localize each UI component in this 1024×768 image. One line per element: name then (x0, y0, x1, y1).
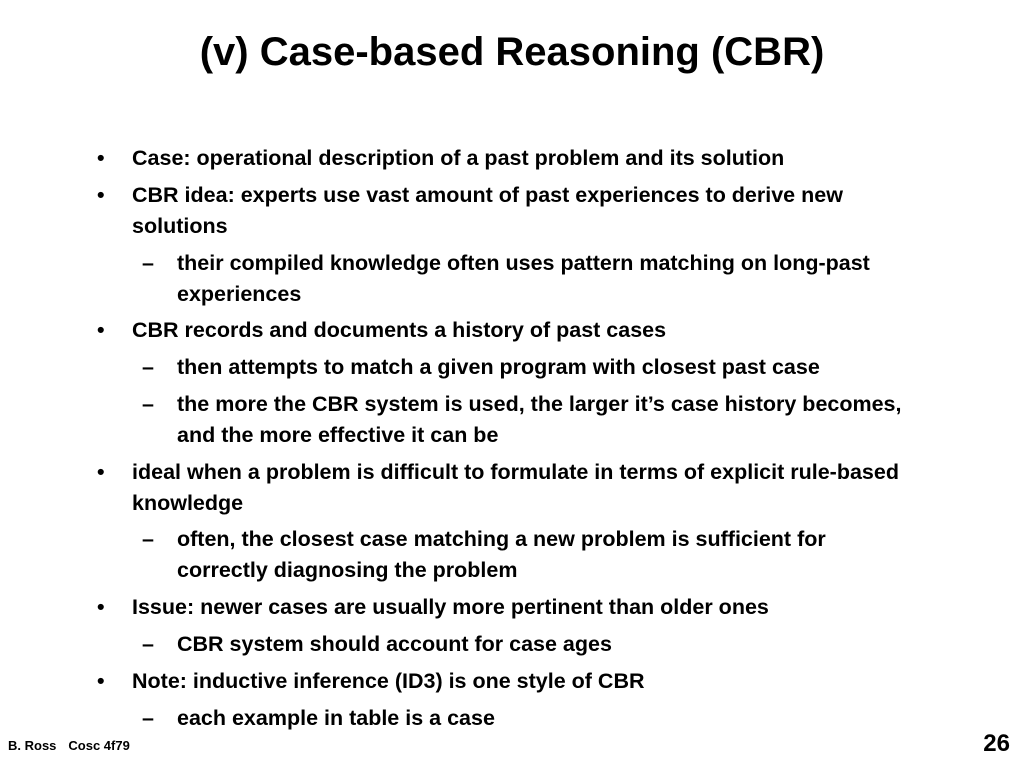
dash-marker: – (142, 392, 154, 416)
bullet-item (97, 315, 932, 346)
sub-bullet-item (142, 389, 922, 451)
bullet-text: the more the CBR system is used, the larger it’s case history becomes, and the more effective it can be (177, 392, 902, 447)
bullet-item (97, 143, 932, 174)
bullet-marker: • (97, 669, 105, 693)
bullet-item (97, 592, 932, 623)
footer-author: B. Ross (8, 738, 57, 753)
slide-footer (8, 737, 142, 755)
bullet-text: Note: inductive inference (ID3) is one style of CBR (132, 669, 645, 693)
dash-marker: – (142, 706, 154, 730)
sub-bullet-item (142, 703, 942, 734)
bullet-marker: • (97, 595, 105, 619)
dash-marker: – (142, 355, 154, 379)
bullet-item (97, 180, 932, 242)
bullet-item (97, 666, 932, 697)
bullet-text: CBR records and documents a history of past cases (132, 318, 667, 342)
bullet-text: often, the closest case matching a new problem is sufficient for correctly diagnosing the problem (177, 527, 826, 582)
slide-title: (v) Case-based Reasoning (CBR) (199, 30, 825, 74)
dash-marker: – (142, 632, 154, 656)
bullet-text: their compiled knowledge often uses pattern matching on long-past experiences (177, 251, 870, 306)
bullet-marker: • (97, 460, 105, 484)
bullet-marker: • (97, 146, 105, 170)
bullet-marker: • (97, 318, 105, 342)
sub-bullet-item (142, 524, 917, 586)
dash-marker: – (142, 527, 154, 551)
bullet-text: ideal when a problem is difficult to formulate in terms of explicit rule-based knowledge (132, 460, 899, 515)
sub-bullet-item (142, 352, 942, 383)
footer-course: Cosc 4f79 (68, 738, 130, 753)
page-number: 26 (983, 730, 1010, 757)
sub-bullet-item (142, 629, 942, 660)
bullet-text: Case: operational description of a past problem and its solution (132, 146, 785, 170)
bullet-text: CBR idea: experts use vast amount of past experiences to derive new solutions (132, 183, 843, 238)
bullet-text: then attempts to match a given program with closest past case (177, 355, 820, 379)
sub-bullet-item (142, 248, 897, 310)
bullet-text: each example in table is a case (177, 706, 495, 730)
dash-marker: – (142, 251, 154, 275)
bullet-item (97, 457, 922, 519)
bullet-text: CBR system should account for case ages (177, 632, 612, 656)
bullet-text: Issue: newer cases are usually more pertinent than older ones (132, 595, 769, 619)
bullet-marker: • (97, 183, 105, 207)
